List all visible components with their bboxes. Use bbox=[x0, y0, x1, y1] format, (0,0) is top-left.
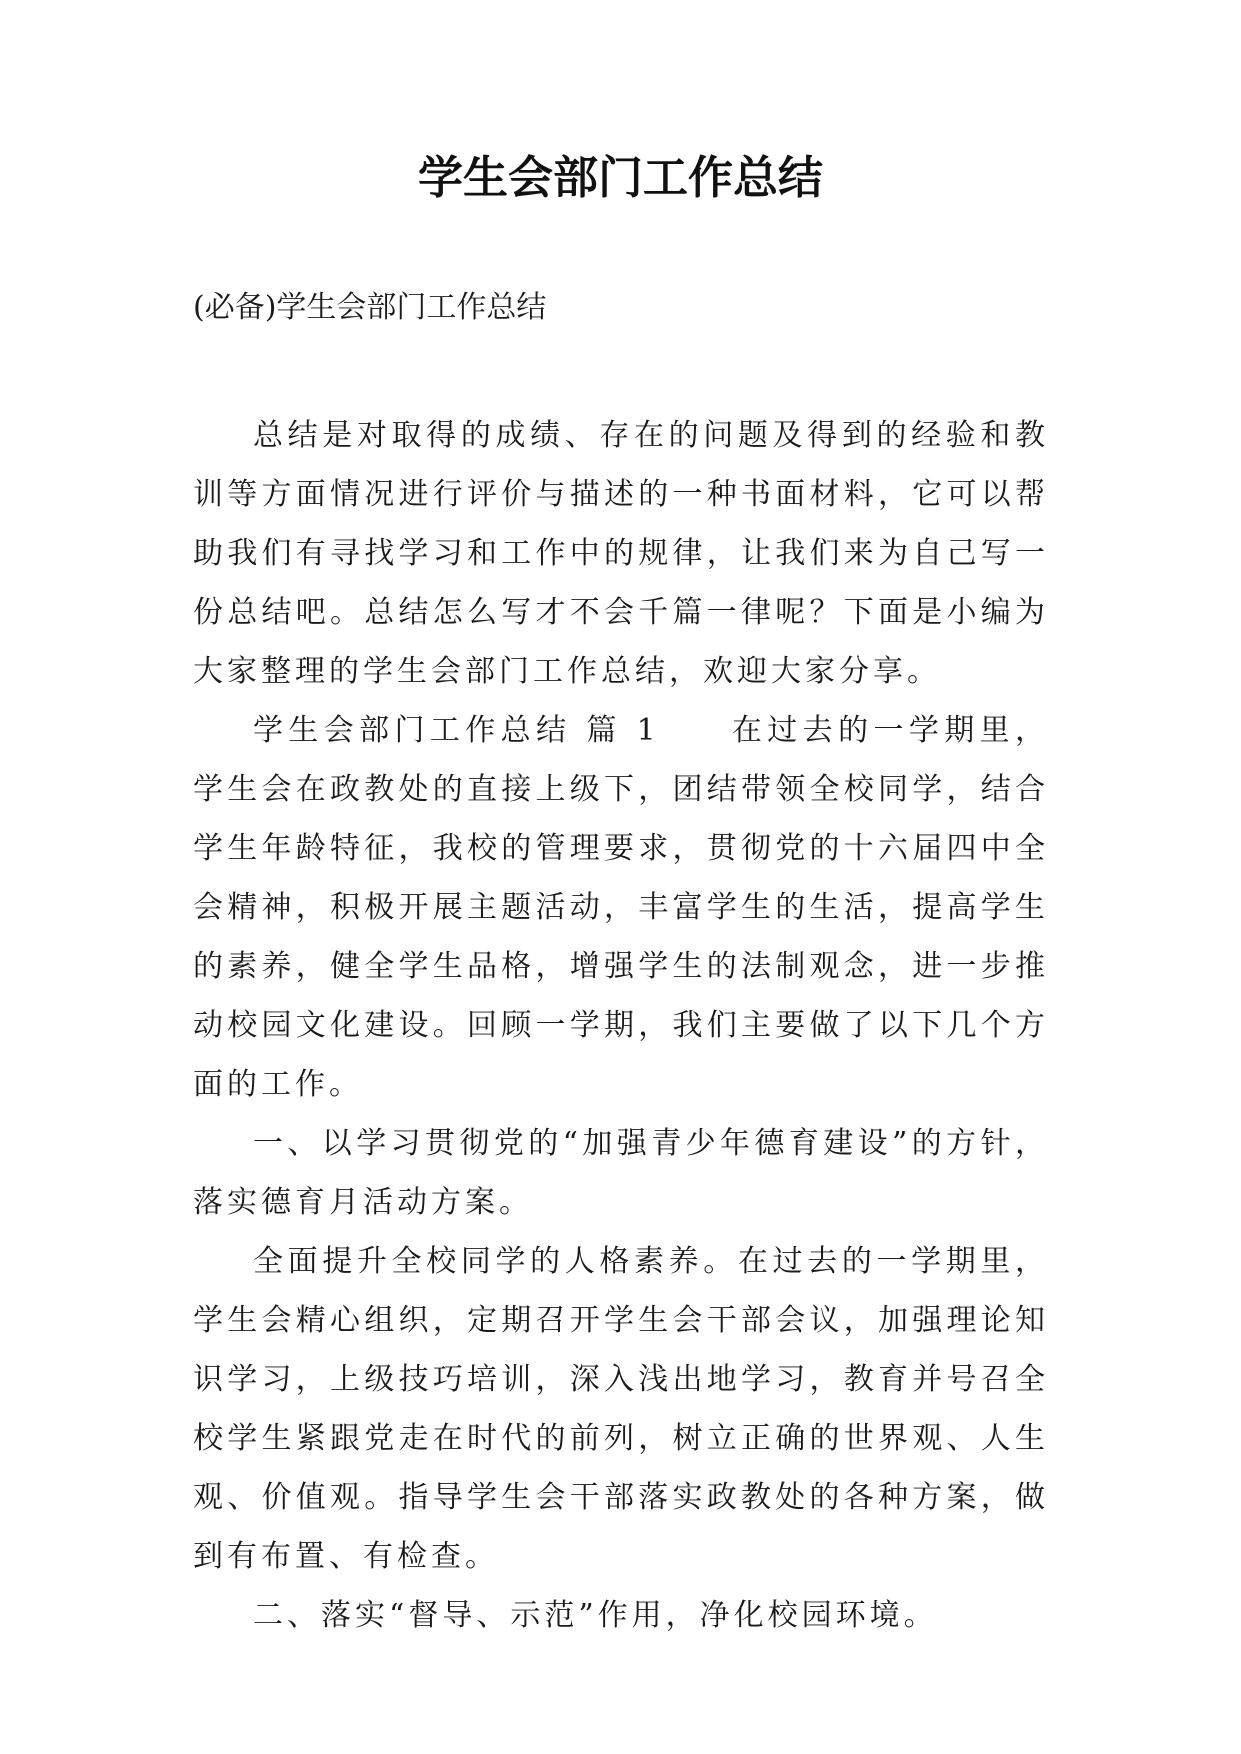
document-title: 学生会部门工作总结 bbox=[417, 151, 823, 204]
paragraph-heading-1: 一、以学习贯彻党的“加强青少年德育建设”的方针，落实德育月活动方案。 bbox=[193, 1126, 1049, 1220]
paragraph-body-1: 全面提升全校同学的人格素养。在过去的一学期里，学生会精心组织，定期召开学生会干部会议，加强理论知识学习，上级技巧培训，深入浅出地学习，教育并号召全校学生紧跟党走在时代的前列，树立正确的世界观、人生观、价值观。指导学生会干部落实政教处的各种方案，做到有布置、有检查。 bbox=[193, 1244, 1049, 1574]
document-body bbox=[193, 406, 1049, 1645]
paragraph-section-1: 学生会部门工作总结 篇 1 在过去的一学期里，学生会在政教处的直接上级下，团结带领全校同学，结合学生年龄特征，我校的管理要求，贯彻党的十六届四中全会精神，积极开展主题活动，丰富学生的生活，提高学生的素养，健全学生品格，增强学生的法制观念，进一步推动校园文化建设。回顾一学期，我们主要做了以下几个方面的工作。 bbox=[193, 713, 1049, 1102]
paragraph-intro: 总结是对取得的成绩、存在的问题及得到的经验和教训等方面情况进行评价与描述的一种书面材料，它可以帮助我们有寻找学习和工作中的规律，让我们来为自己写一份总结吧。总结怎么写才不会千篇一律呢？下面是小编为大家整理的学生会部门工作总结，欢迎大家分享。 bbox=[193, 418, 1049, 689]
document-subtitle: (必备)学生会部门工作总结 bbox=[193, 290, 547, 325]
paragraph-heading-2: 二、落实“督导、示范”作用，净化校园环境。 bbox=[253, 1598, 938, 1633]
